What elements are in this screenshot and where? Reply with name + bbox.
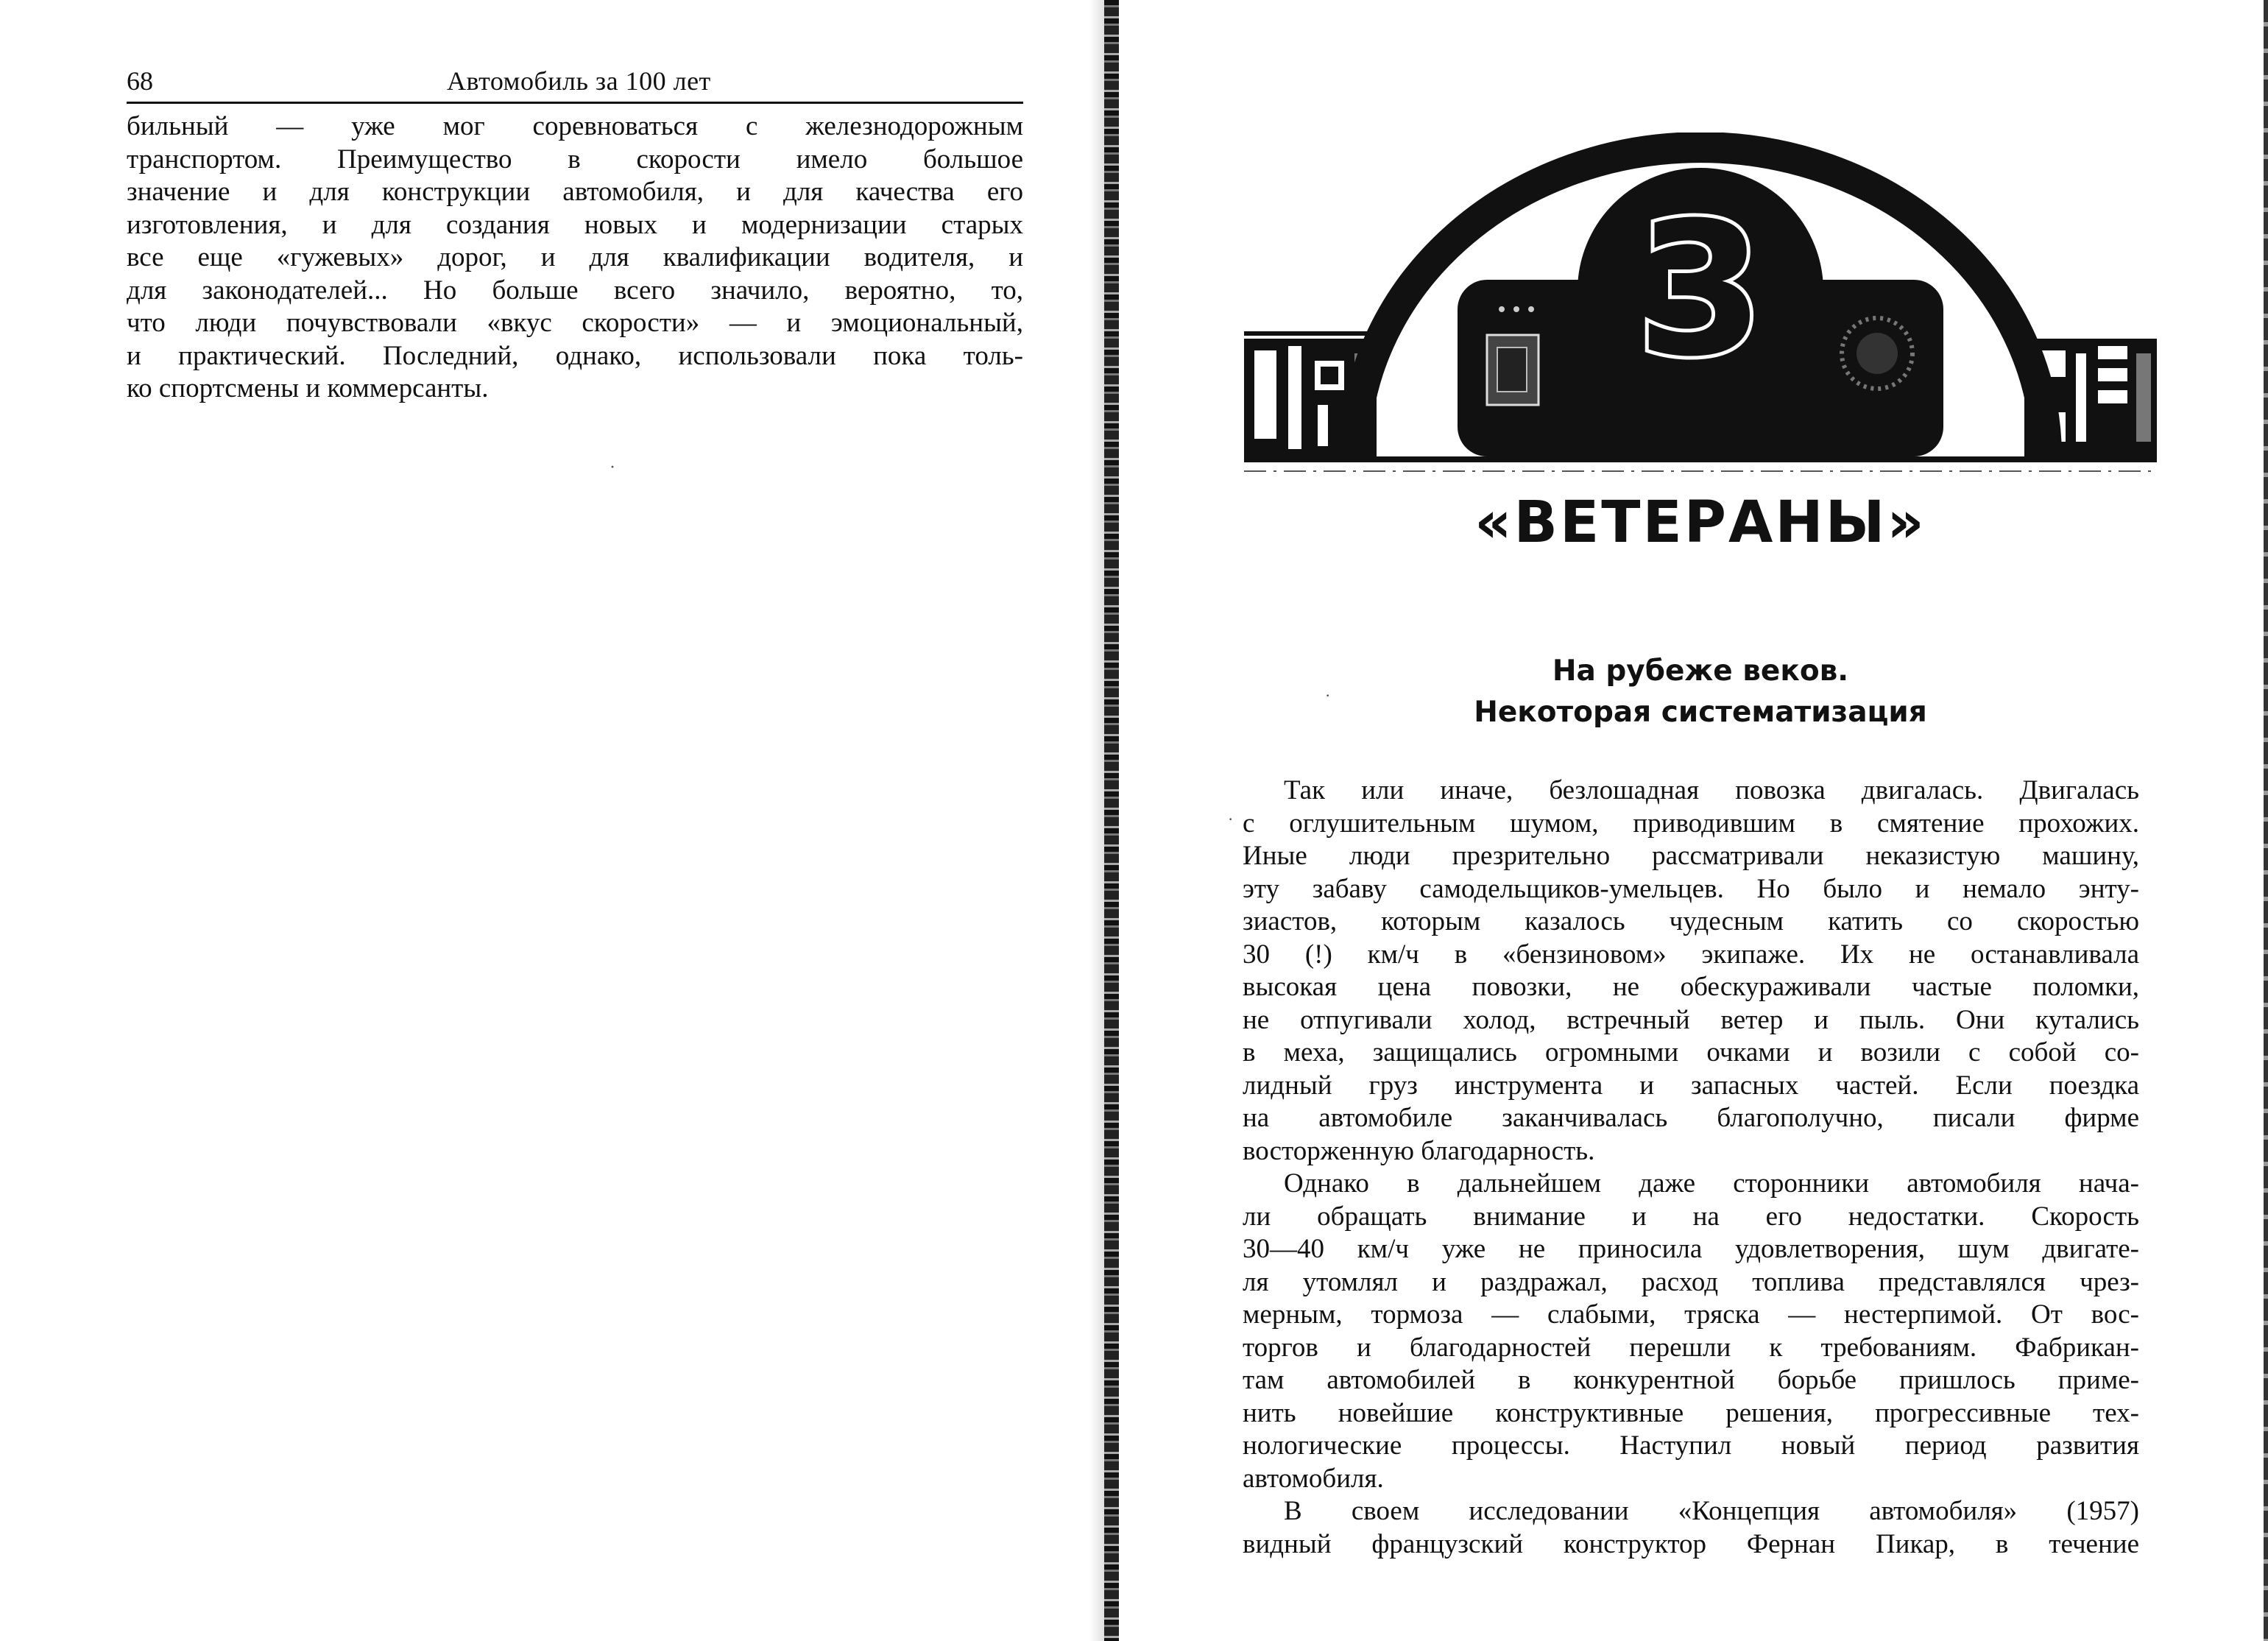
- text-line: торгов и благодарностей перешли к требованиям. Фабрикан-: [1243, 1332, 2139, 1363]
- text-line: В своем исследовании «Концепция автомобиля» (1957): [1284, 1496, 2139, 1526]
- running-title: Автомобиль за 100 лет: [447, 66, 711, 96]
- text-line: изготовления, и для создания новых и модернизации старых: [127, 209, 1023, 240]
- scan-speck: ·: [1228, 810, 1234, 828]
- text-line: на автомобиле заканчивалась благополучно, писали фирме: [1243, 1103, 2139, 1133]
- running-head: [127, 60, 1023, 104]
- text-line: ля утомлял и раздражал, расход топлива представлялся чрез-: [1243, 1266, 2139, 1297]
- text-line: Иные люди презрительно рассматривали неказистую машину,: [1243, 841, 2139, 871]
- text-line: все еще «гужевых» дорог, и для квалификации водителя, и: [127, 242, 1023, 272]
- text-line: высокая цена повозки, не обескураживали частые поломки,: [1243, 972, 2139, 1002]
- section-heading-line: На рубеже веков.: [1552, 654, 1849, 688]
- text-line: бильный — уже мог соревноваться с железнодорожным: [127, 111, 1023, 141]
- text-line: видный французский конструктор Фернан Пикар, в течение: [1243, 1528, 2139, 1559]
- section-heading-line: Некоторая систематизация: [1474, 696, 1927, 729]
- scan-speck: ·: [610, 458, 615, 477]
- right-page: [1119, 0, 2268, 1641]
- text-line: автомобиля.: [1243, 1463, 1384, 1494]
- page-edge: [2264, 0, 2268, 1641]
- page-number: 68: [127, 66, 153, 96]
- text-line: эту забаву самодельщиков-умельцев. Но было и немало энту-: [1243, 873, 2139, 904]
- right-body-text: [1243, 774, 2139, 1561]
- text-line: лидный груз инструмента и запасных частей. Если поездка: [1243, 1070, 2139, 1101]
- scan-speck: ·: [1325, 686, 1331, 705]
- text-line: 30 (!) км/ч в «бензиновом» экипаже. Их не останавливала: [1243, 939, 2139, 970]
- text-line: ли обращать внимание и на его недостатки. Скорость: [1243, 1201, 2139, 1232]
- text-line: с оглушительным шумом, приводившим в смятение прохожих.: [1243, 808, 2139, 839]
- text-line: транспортом. Преимущество в скорости имело большое: [127, 144, 1023, 174]
- chapter-emblem-illustration: [1244, 133, 2157, 486]
- text-line: нологические процессы. Наступил новый период развития: [1243, 1430, 2139, 1461]
- left-page: [0, 0, 1104, 1641]
- gutter-shadow: [1089, 0, 1104, 1641]
- chapter-title: «ВЕТЕРАНЫ»: [1474, 490, 1926, 556]
- text-line: 30—40 км/ч уже не приносила удовлетворения, шум двигате-: [1243, 1234, 2139, 1264]
- text-line: не отпугивали холод, встречный ветер и пыль. Они кутались: [1243, 1004, 2139, 1035]
- text-line: мерным, тормоза — слабыми, тряска — нестерпимой. От вос-: [1243, 1299, 2139, 1330]
- chapter-number: 3: [1636, 183, 1764, 397]
- text-line: для законодателей... Но больше всего значило, вероятно, то,: [127, 275, 1023, 306]
- section-heading: [1244, 651, 2157, 733]
- text-line: зиастов, которым казалось чудесным катить со скоростью: [1243, 906, 2139, 936]
- text-line: в меха, защищались огромными очками и возили с собой со-: [1243, 1037, 2139, 1067]
- text-line: что люди почувствовали «вкус скорости» — и эмоциональный,: [127, 308, 1023, 338]
- text-line: там автомобилей в конкурентной борьбе пришлось приме-: [1243, 1365, 2139, 1395]
- text-line: нить новейшие конструктивные решения, прогрессивные тех-: [1243, 1397, 2139, 1428]
- emblem-baseline: [1244, 456, 2157, 462]
- text-line: Однако в дальнейшем даже сторонники автомобиля нача-: [1284, 1168, 2139, 1199]
- book-spine: [1104, 0, 1119, 1641]
- text-line: ко спортсмены и коммерсанты.: [127, 373, 489, 403]
- text-line: значение и для конструкции автомобиля, и для качества его: [127, 177, 1023, 207]
- left-body-text: [127, 110, 1023, 406]
- text-line: Так или иначе, безлошадная повозка двигалась. Двигалась: [1284, 775, 2139, 805]
- text-line: восторженную благодарность.: [1243, 1135, 1595, 1166]
- text-line: и практический. Последний, однако, использовали пока толь-: [127, 340, 1023, 371]
